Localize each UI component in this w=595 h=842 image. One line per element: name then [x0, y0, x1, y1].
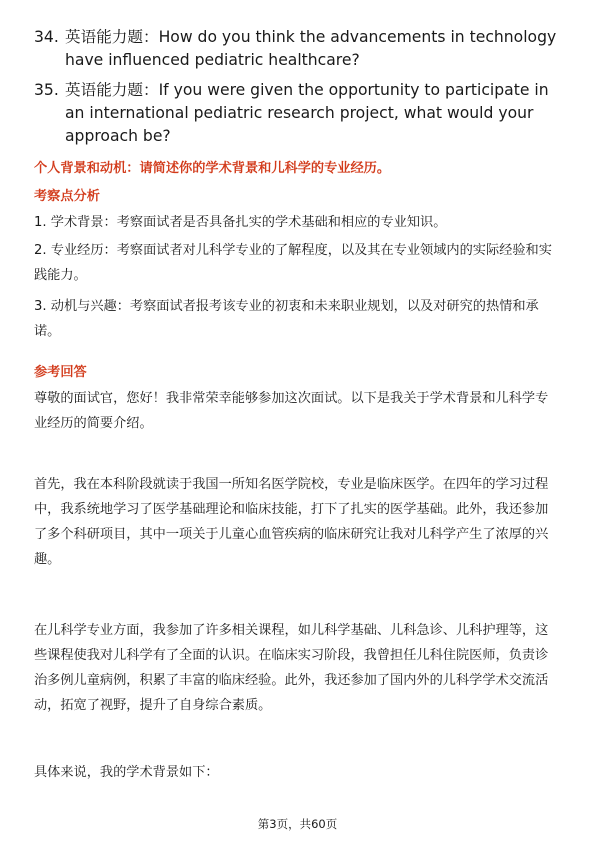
question-item	[34, 79, 562, 148]
answer-paragraph: 在儿科学专业方面，我参加了许多相关课程，如儿科学基础、儿科急诊、儿科护理等，这些课程使我对儿科学有了全面的认识。在临床实习阶段，我曾担任儿科住院医师，负责诊治多例儿童病例，积累了丰富的临床经验。此外，我还参加了国内外的儿科学学术交流活动，拓宽了视野，提升了自身综合素质。	[34, 623, 549, 713]
section-heading: 个人背景和动机：请简述你的学术背景和儿科学的专业经历。	[34, 161, 391, 176]
analysis-item: 2. 专业经历：考察面试者对儿科学专业的了解程度，以及其在专业领域内的实际经验和实践能力。	[34, 243, 552, 283]
question-number: 34.	[34, 28, 59, 46]
question-list	[34, 26, 562, 155]
answer-title: 参考回答	[34, 365, 87, 380]
answer-paragraph: 尊敬的面试官，您好！我非常荣幸能够参加这次面试。以下是我关于学术背景和儿科学专业经历的简要介绍。	[34, 391, 549, 431]
question-number: 35.	[34, 81, 59, 99]
answer-paragraph: 具体来说，我的学术背景如下：	[34, 765, 219, 780]
question-text: 英语能力题：If you were given the opportunity to participate in an international pediatric research project, what would your approach be?	[65, 81, 549, 145]
answer-paragraph: 首先，我在本科阶段就读于我国一所知名医学院校，专业是临床医学。在四年的学习过程中，我系统地学习了医学基础理论和临床技能，打下了扎实的医学基础。此外，我还参加了多个科研项目，其中一项关于儿童心血管疾病的临床研究让我对儿科学产生了浓厚的兴趣。	[34, 477, 549, 567]
analysis-item: 1. 学术背景：考察面试者是否具备扎实的学术基础和相应的专业知识。	[34, 215, 447, 230]
analysis-item: 3. 动机与兴趣：考察面试者报考该专业的初衷和未来职业规划，以及对研究的热情和承诺。	[34, 299, 539, 339]
question-item	[34, 26, 562, 72]
page-footer: 第3页，共60页	[257, 817, 338, 831]
question-text: 英语能力题：How do you think the advancements in technology have influenced pediatric healthcare?	[65, 28, 557, 69]
analysis-title: 考察点分析	[34, 189, 100, 204]
